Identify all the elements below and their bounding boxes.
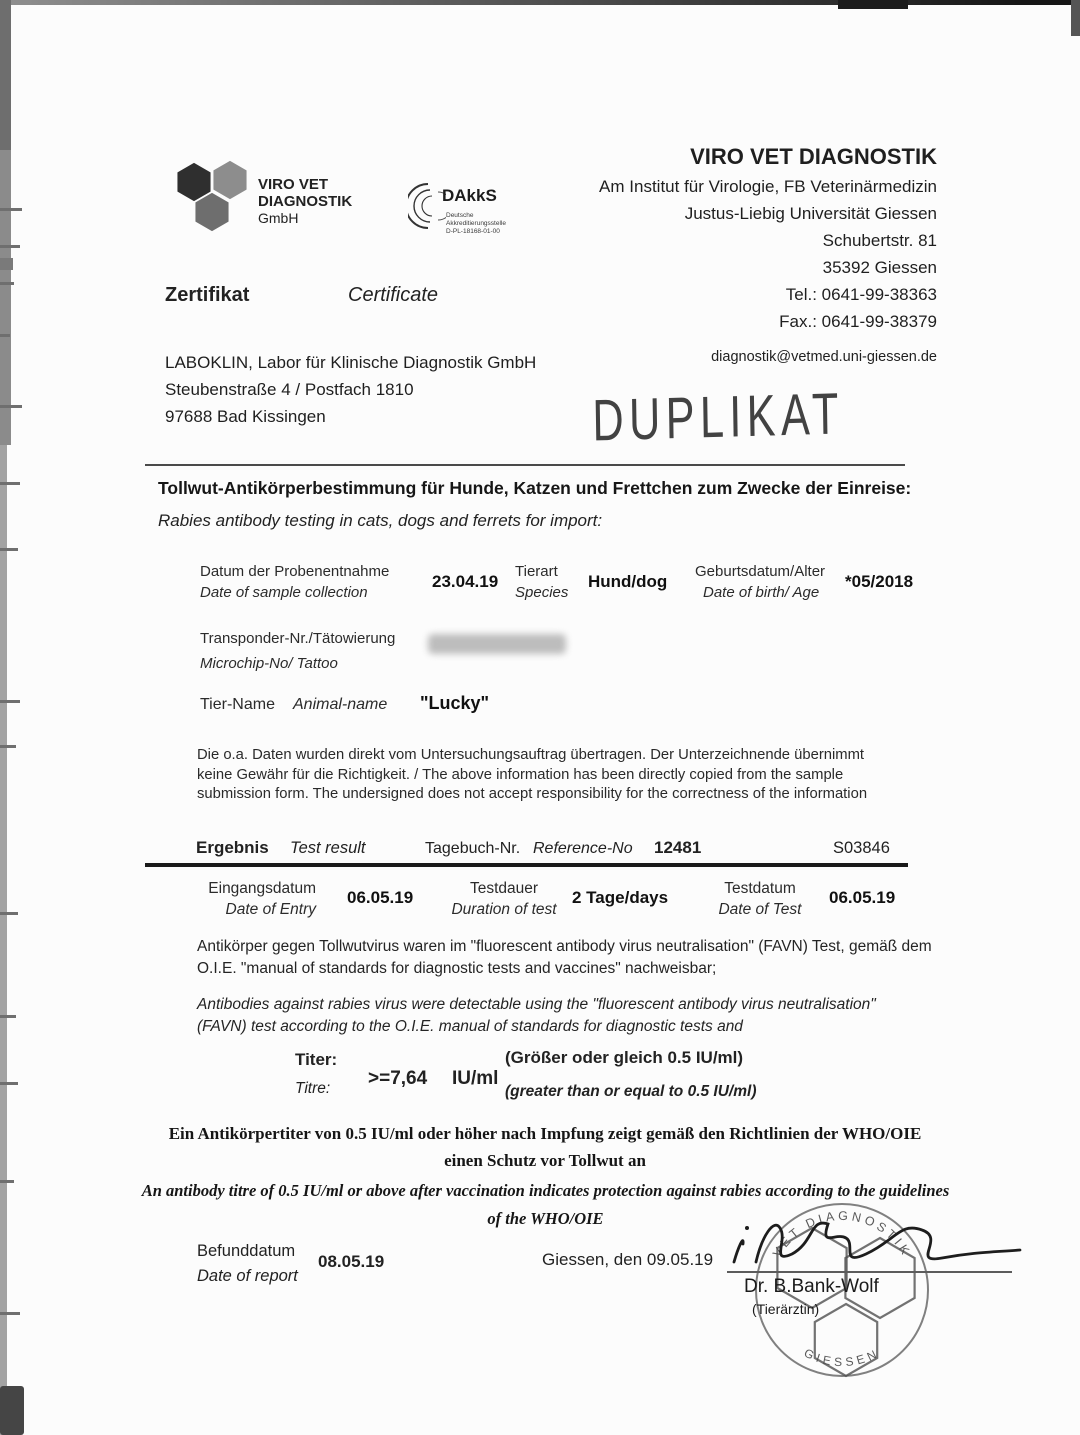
divider-thick	[145, 863, 908, 867]
scan-top-edge	[0, 0, 1080, 5]
birth-value: *05/2018	[845, 572, 914, 591]
stamp-top-text: VET DIAGNOSTIK	[770, 1208, 914, 1260]
scan-tick	[0, 258, 13, 270]
divider	[145, 464, 905, 466]
duration-label	[440, 878, 568, 920]
signature-line	[727, 1271, 1012, 1273]
species-label-en: Species	[515, 584, 569, 601]
org-email: diagnostik@vetmed.uni-giessen.de	[711, 349, 937, 365]
birth-label-en: Date of birth/ Age	[703, 584, 820, 601]
entry-label-de: Eingangsdatum	[208, 880, 316, 897]
recipient-line1: LABOKLIN, Labor für Klinische Diagnostik GmbH	[165, 353, 537, 372]
scan-right-sliver	[1071, 0, 1080, 36]
org-university: Justus-Liebig Universität Giessen	[684, 204, 937, 223]
org-tel: Tel.: 0641-99-38363	[785, 285, 937, 304]
stamp-bottom-text: GIESSEN	[801, 1345, 883, 1370]
scan-tick	[0, 208, 22, 211]
scan-top-blob	[838, 0, 908, 9]
scan-tick	[0, 548, 18, 551]
testdate-label-de: Testdatum	[724, 880, 796, 897]
title-en: Certificate	[348, 284, 439, 306]
report-date-label-de: Befunddatum	[197, 1242, 296, 1260]
logo-line1: VIRO VET	[258, 176, 329, 193]
entry-label-en: Date of Entry	[225, 901, 316, 918]
sample-date-label-en: Date of sample collection	[200, 584, 368, 601]
report-date-label-en: Date of report	[197, 1267, 298, 1285]
scan-tick	[0, 282, 14, 285]
subject-en: Rabies antibody testing in cats, dogs and ferrets for import:	[158, 511, 603, 530]
titer-note-de: (Größer oder gleich 0.5 IU/ml)	[505, 1048, 744, 1067]
recipient-address	[165, 349, 536, 430]
scan-tick	[0, 245, 20, 248]
testdate-label	[710, 878, 810, 920]
testdate-label-en: Date of Test	[718, 901, 802, 918]
scan-left-bar-dark	[0, 0, 11, 150]
birth-label	[695, 561, 825, 603]
species-label	[515, 561, 568, 603]
signer-title: (Tierärztin)	[752, 1301, 820, 1317]
hexagons-logo-icon	[172, 160, 254, 236]
test-date: 06.05.19	[829, 888, 896, 907]
scan-tick	[0, 405, 22, 408]
signature-icon	[700, 1192, 1030, 1277]
microchip-value-redacted	[428, 634, 566, 654]
duration-value: 2 Tage/days	[572, 888, 669, 907]
org-city: 35392 Giessen	[822, 258, 937, 277]
reference-no: 12481	[654, 838, 702, 857]
org-name: VIRO VET DIAGNOSTIK	[690, 144, 937, 169]
microchip-label	[200, 626, 395, 676]
method-en: Antibodies against rabies virus were detectable using the "fluorescent antibody virus neutralisation" (FAVN) test according to the O.I.E. manual of standards for diagnostic tests and	[197, 996, 876, 1035]
dakks-sub2: Akkreditierungsstelle	[446, 220, 506, 227]
dakks-sub1: Deutsche	[446, 212, 474, 219]
report-date: 08.05.19	[318, 1252, 385, 1271]
scan-bottom-blob	[0, 1386, 24, 1435]
org-institute: Am Institut für Virologie, FB Veterinärmedizin	[599, 177, 937, 196]
org-street: Schubertstr. 81	[822, 231, 937, 250]
signer-name: Dr. B.Bank-Wolf	[744, 1276, 879, 1297]
scan-tick	[0, 1015, 16, 1018]
scan-tick	[0, 1082, 18, 1085]
species-value: Hund/dog	[588, 572, 668, 591]
company-logo	[172, 160, 254, 241]
entry-date: 06.05.19	[347, 888, 414, 907]
microchip-label-de: Transponder-Nr./Tätowierung	[200, 630, 396, 647]
result-label-en: Test result	[290, 839, 366, 857]
dakks-arcs-icon	[408, 180, 446, 234]
subject-de: Tollwut-Antikörperbestimmung für Hunde, Katzen und Frettchen zum Zwecke der Einreise:	[158, 478, 912, 498]
place-date: Giessen, den 09.05.19	[542, 1250, 714, 1269]
scan-tick	[0, 334, 10, 337]
company-logo-text	[258, 176, 352, 227]
scan-tick	[0, 700, 20, 703]
birth-label-de: Geburtsdatum/Alter	[695, 563, 826, 580]
sample-no: S03846	[833, 839, 890, 857]
ref-label-de: Tagebuch-Nr.	[425, 840, 521, 857]
titer-value: >=7,64	[368, 1068, 428, 1089]
ref-label-en: Reference-No	[533, 840, 633, 857]
statement-de: Ein Antikörpertiter von 0.5 IU/ml oder höher nach Impfung zeigt gemäß den Richtlinien der WHO/OIE einen Schutz vor Tollwut an	[168, 1124, 922, 1170]
sample-date-value: 23.04.19	[432, 572, 499, 591]
titer-label-de: Titer:	[295, 1050, 338, 1069]
duration-label-en: Duration of test	[451, 901, 557, 918]
scan-tick	[0, 1312, 20, 1315]
statement-en: An antibody titre of 0.5 IU/ml or above after vaccination indicates protection against rabies according to the guidelines of the WHO/OIE	[141, 1181, 950, 1228]
scan-tick	[0, 1180, 14, 1183]
result-label-de: Ergebnis	[196, 838, 269, 857]
dakks-name: DAkkS	[442, 186, 497, 205]
scan-tick	[0, 482, 20, 485]
disclaimer: Die o.a. Daten wurden direkt vom Untersuchungsauftrag übertragen. Der Unterzeichnende übernimmt keine Gewähr für die Richtigkeit. / The above information has been directly copied from the sample submission form. The undersigned does not accept responsibility for the correctness of the information	[197, 747, 868, 802]
titer-note-en: (greater than or equal to 0.5 IU/ml)	[505, 1083, 757, 1100]
scan-tick	[0, 912, 18, 915]
animal-name-label-en: Animal-name	[293, 696, 388, 713]
species-label-de: Tierart	[515, 563, 558, 580]
logo-line3: GmbH	[258, 210, 299, 226]
sample-date-label	[200, 561, 389, 603]
sample-date-label-de: Datum der Probenentnahme	[200, 563, 390, 580]
entry-label	[198, 878, 316, 920]
animal-name-value: "Lucky"	[420, 693, 490, 713]
recipient-line2: Steubenstraße 4 / Postfach 1810	[165, 380, 414, 399]
title-de: Zertifikat	[165, 284, 250, 306]
scan-tick	[0, 745, 16, 748]
titer-label-en: Titre:	[295, 1080, 331, 1097]
org-fax: Fax.: 0641-99-38379	[779, 312, 937, 331]
microchip-label-en: Microchip-No/ Tattoo	[200, 655, 338, 672]
logo-line2: DIAGNOSTIK	[258, 193, 353, 210]
duplikat-stamp: DUPLIKAT	[592, 382, 845, 454]
titer-unit: IU/ml	[452, 1068, 499, 1089]
recipient-line3: 97688 Bad Kissingen	[165, 407, 326, 426]
duration-label-de: Testdauer	[469, 880, 539, 897]
method-de: Antikörper gegen Tollwutvirus waren im "fluorescent antibody virus neutralisation" (FAVN) Test, gemäß dem O.I.E. "manual of standards for diagnostic tests and vaccines" nachweisbar;	[197, 938, 932, 977]
dakks-sub3: D-PL-18168-01-00	[446, 228, 500, 235]
animal-name-label-de: Tier-Name	[200, 696, 275, 713]
letterhead	[545, 144, 937, 371]
